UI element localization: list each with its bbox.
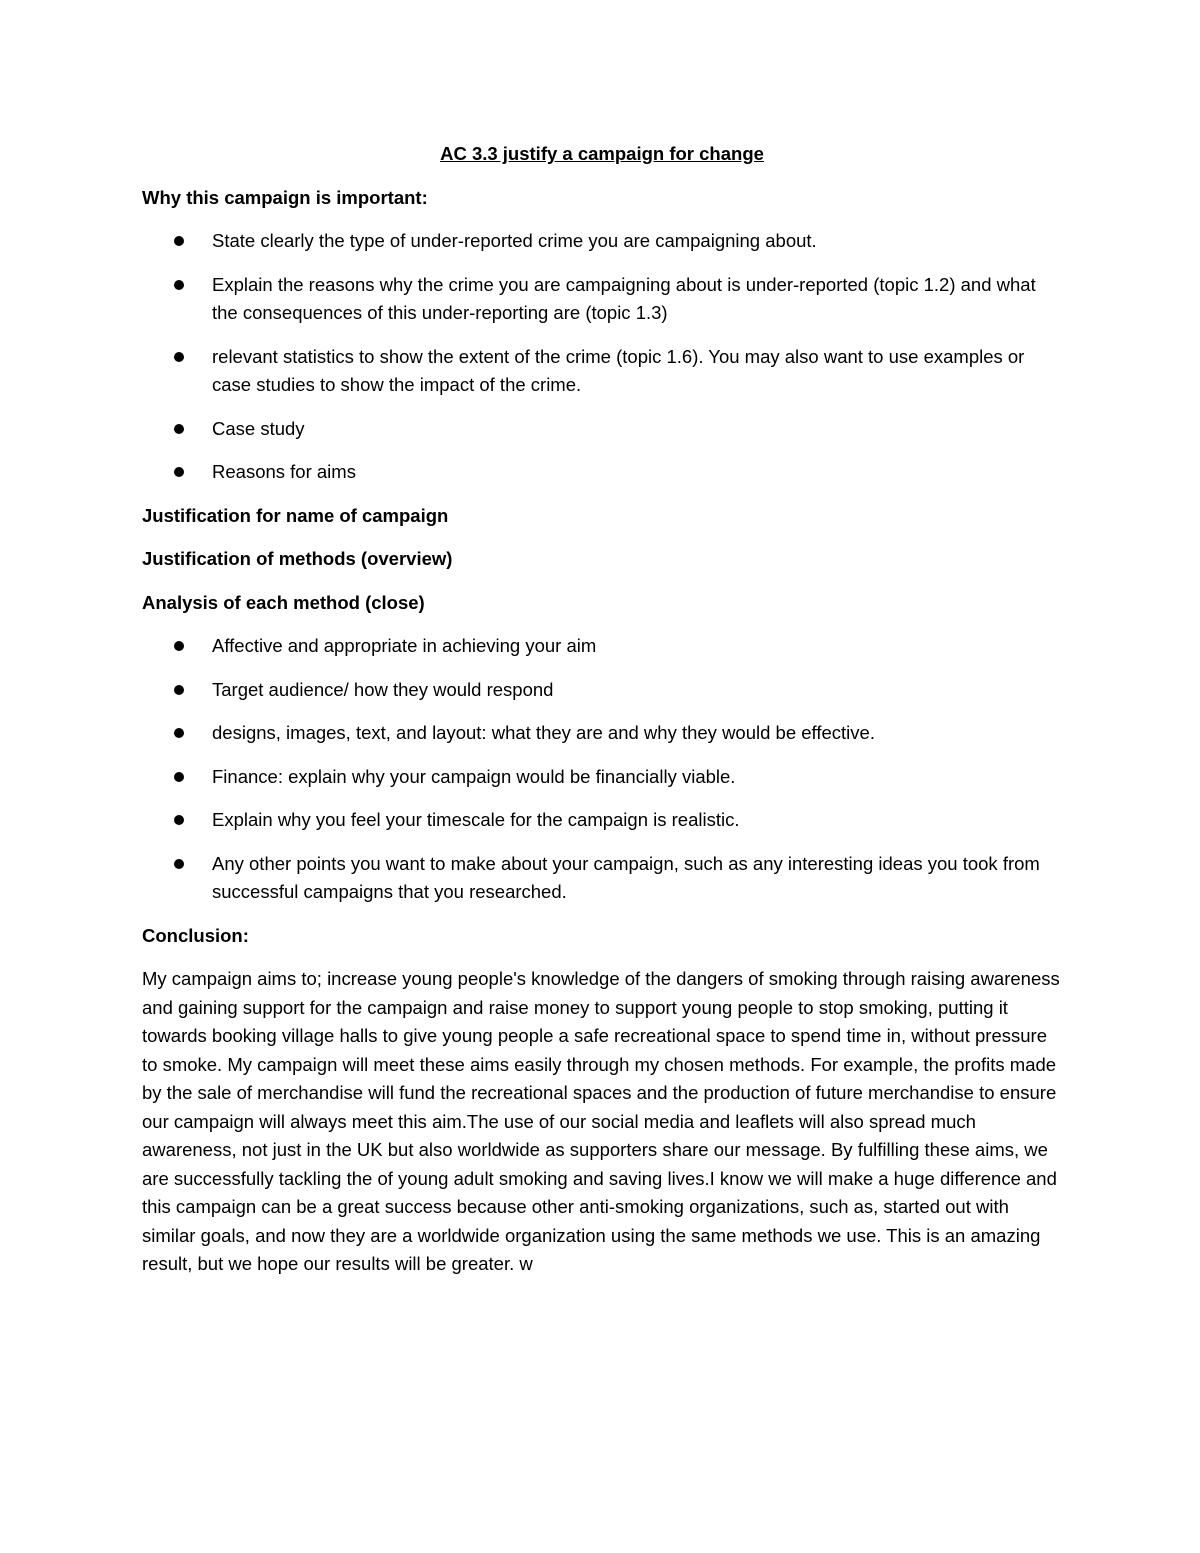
list-item bbox=[142, 415, 1062, 444]
list-item-text: State clearly the type of under-reported crime you are campaigning about. bbox=[212, 230, 817, 251]
section-heading-conclusion: Conclusion: bbox=[142, 924, 249, 946]
list-item-text: Target audience/ how they would respond bbox=[212, 678, 554, 700]
list-item bbox=[142, 271, 1062, 328]
list-item-text: designs, images, text, and layout: what they are and why they would be effective. bbox=[212, 722, 875, 743]
conclusion-paragraph: My campaign aims to; increase young people's knowledge of the dangers of smoking through raising awareness and gaining support for the campaign and raise money to support young people to stop smoking, putting it towards booking village halls to give young people a safe recreational space to spend time in, without pressure to smoke. My campaign will meet these aims easily through my chosen methods. For example, the profits made by the sale of merchandise will fund the recreational spaces and the production of future merchandise to ensure our campaign will always meet this aim.The use of our social media and leaflets will also spread much awareness, not just in the UK but also worldwide as supporters share our message. By fulfilling these aims, we are successfully tackling the of young adult smoking and saving lives.I know we will make a huge difference and this campaign can be a great success because other anti-smoking organizations, such as, started out with similar goals, and now they are a worldwide organization using the same methods we use. This is an amazing result, but we hope our results will be greater. w bbox=[142, 968, 1060, 1274]
importance-bullet-list bbox=[142, 227, 1062, 487]
list-item-text: Reasons for aims bbox=[212, 461, 356, 482]
bullet-icon bbox=[174, 815, 184, 825]
bullet-icon bbox=[174, 641, 184, 651]
list-item bbox=[142, 343, 1062, 400]
section-heading-importance: Why this campaign is important: bbox=[142, 186, 428, 208]
page-title: AC 3.3 justify a campaign for change bbox=[440, 143, 764, 164]
list-item-text: relevant statistics to show the extent of the crime (topic 1.6). You may also want to use examples or case studies to show the impact of the crime. bbox=[212, 345, 1025, 395]
section-heading-analysis: Analysis of each method (close) bbox=[142, 591, 425, 613]
section-heading-methods: Justification of methods (overview) bbox=[142, 548, 453, 569]
list-item bbox=[142, 458, 1062, 487]
list-item-text: Case study bbox=[212, 417, 305, 439]
list-item-text: Finance: explain why your campaign would be financially viable. bbox=[212, 765, 736, 787]
bullet-icon bbox=[174, 728, 184, 738]
list-item bbox=[142, 763, 1062, 792]
bullet-icon bbox=[174, 424, 184, 434]
list-item bbox=[142, 632, 1062, 661]
list-item bbox=[142, 676, 1062, 705]
bullet-icon bbox=[174, 859, 184, 869]
bullet-icon bbox=[174, 467, 184, 477]
bullet-icon bbox=[174, 280, 184, 290]
analysis-bullet-list bbox=[142, 632, 1062, 907]
list-item-text: Explain why you feel your timescale for the campaign is realistic. bbox=[212, 809, 740, 830]
list-item bbox=[142, 806, 1062, 835]
bullet-icon bbox=[174, 236, 184, 246]
list-item-text: Any other points you want to make about your campaign, such as any interesting ideas you took from successful campaigns that you researched. bbox=[212, 852, 1040, 902]
section-heading-name: Justification for name of campaign bbox=[142, 504, 449, 526]
list-item bbox=[142, 850, 1062, 907]
list-item bbox=[142, 227, 1062, 256]
list-item bbox=[142, 719, 1062, 748]
bullet-icon bbox=[174, 772, 184, 782]
list-item-text: Affective and appropriate in achieving your aim bbox=[212, 635, 597, 656]
bullet-icon bbox=[174, 685, 184, 695]
list-item-text: Explain the reasons why the crime you are campaigning about is under-reported (topic 1.2) and what the consequences of this under-reporting are (topic 1.3) bbox=[212, 273, 1036, 323]
bullet-icon bbox=[174, 352, 184, 362]
document-page bbox=[142, 140, 1062, 1279]
